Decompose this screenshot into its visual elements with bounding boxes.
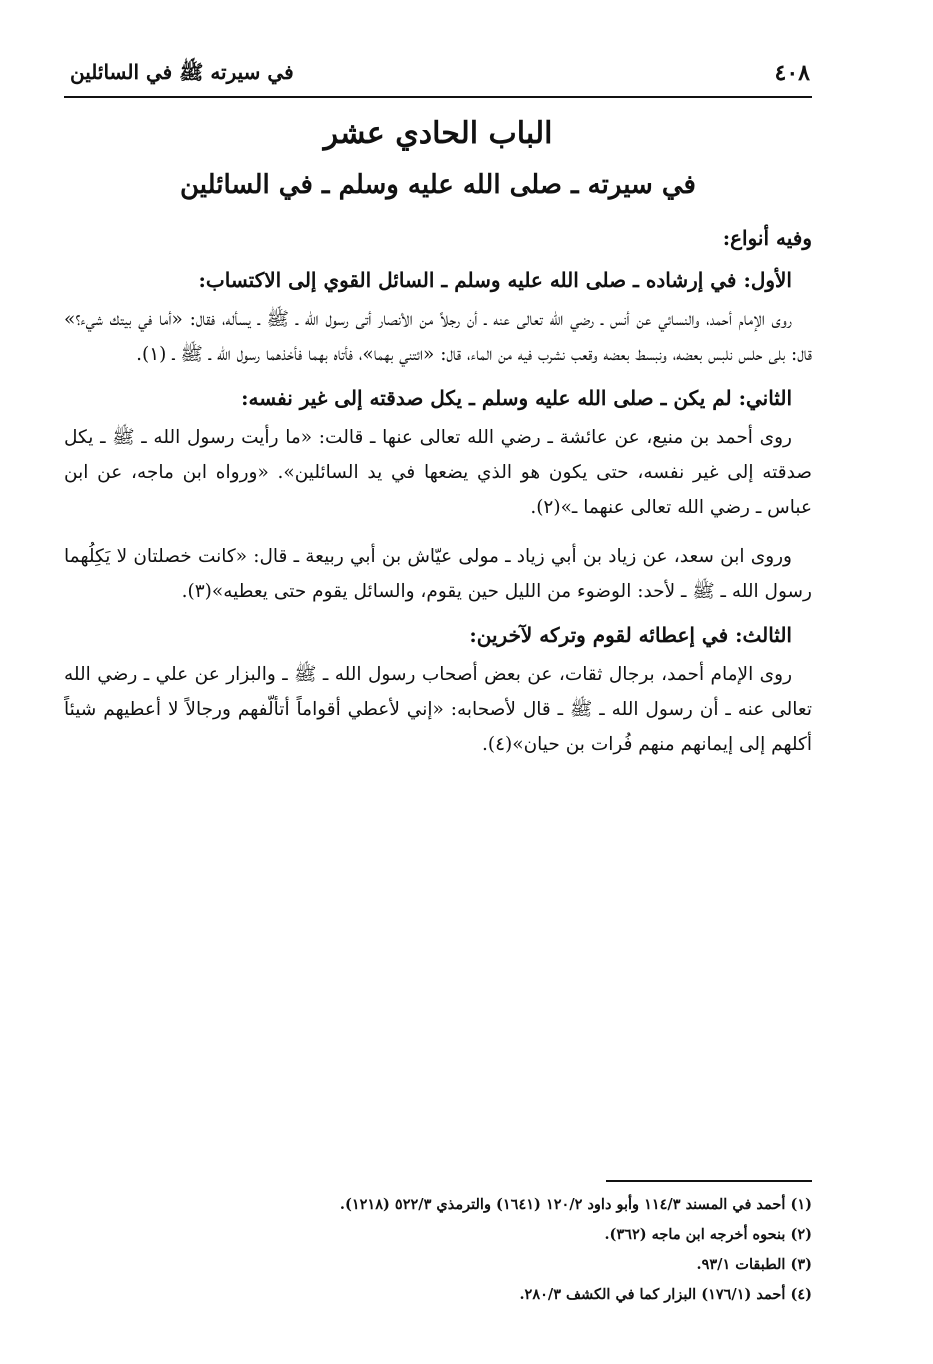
footnote: (١) أحمد في المسند ١١٤/٣ وأبو داود ١٢٠/٢ (١٦٤١) والترمذي ٥٢٢/٣ (١٢١٨). [339, 1196, 812, 1213]
section-2 [64, 386, 812, 609]
section-3 [64, 623, 812, 762]
book-page [64, 50, 812, 1340]
chapter-title: الباب الحادي عشر [323, 116, 553, 151]
paragraph: وروى ابن سعد، عن زياد بن أبي زياد ـ مولى عيّاش بن أبي ربيعة ـ قال: «كانت خصلتان لا يَكِلُهما رسول الله ـ ﷺ ـ لأحد: الوضوء من الليل حين يقوم، والسائل يقوم حتى يعطيه»(٣). [64, 546, 812, 602]
chapter-subtitle: في سيرته ـ صلى الله عليه وسلم ـ في السائلين [179, 170, 696, 200]
paragraph: روى الإمام أحمد، والنسائي عن أنس ـ رضي الله تعالى عنه ـ أن رجلاً من الأنصار أتى رسول الله ـ ﷺ ـ يسأله، فقال: «أما في بيتك شيء؟» قال: بلى حلس نلبس بعضه، ونبسط بعضه وقعب نشرب فيه من الماء، قال: «ائتني بهما»، فأتاه بهما فأخذهما رسول الله ـ ﷺ ـ (١). [64, 309, 812, 365]
body-text [64, 226, 812, 776]
footnote: (٤) أحمد (١٧٦/١) البزار كما في الكشف ٢٨٠/٣. [519, 1286, 812, 1303]
section-heading: الثالث: في إعطائه لقوم وتركه لآخرين: [469, 623, 792, 647]
footnote: (٣) الطبقات ٩٣/١. [696, 1256, 812, 1273]
footnotes [64, 1180, 812, 1310]
running-title: في سيرته ﷺ في السائلين [70, 60, 294, 84]
running-header [64, 50, 812, 98]
paragraph: روى الإمام أحمد، برجال ثقات، عن بعض أصحاب رسول الله ـ ﷺ ـ والبزار عن علي ـ رضي الله تعالى عنه ـ أن رسول الله ـ ﷺ ـ قال لأصحابه: «إني لأعطي أقواماً أتألّفهم ورجالاً لا أعطيهم شيئاً أكلهم إلى إيمانهم منهم فُرات بن حيان»(٤). [64, 664, 812, 755]
footnote-divider [606, 1180, 812, 1182]
intro-line: وفيه أنواع: [722, 226, 812, 250]
paragraph: روى أحمد بن منيع، عن عائشة ـ رضي الله تعالى عنها ـ قالت: «ما رأيت رسول الله ـ ﷺ ـ يكل صدقته إلى غير نفسه، حتى يكون هو الذي يضعها في يد السائلين». «ورواه ابن ماجه، عن ابن عباس ـ رضي الله تعالى عنهما ـ»(٢). [64, 427, 812, 518]
section-1 [64, 268, 812, 372]
page-number: ٤٠٨ [774, 60, 810, 86]
section-heading: الأول: في إرشاده ـ صلى الله عليه وسلم ـ السائل القوي إلى الاكتساب: [198, 268, 792, 292]
footnote: (٢) بنحوه أخرجه ابن ماجه (٣٦٢). [604, 1226, 812, 1243]
section-heading: الثاني: لم يكن ـ صلى الله عليه وسلم ـ يكل صدقته إلى غير نفسه: [241, 386, 792, 410]
